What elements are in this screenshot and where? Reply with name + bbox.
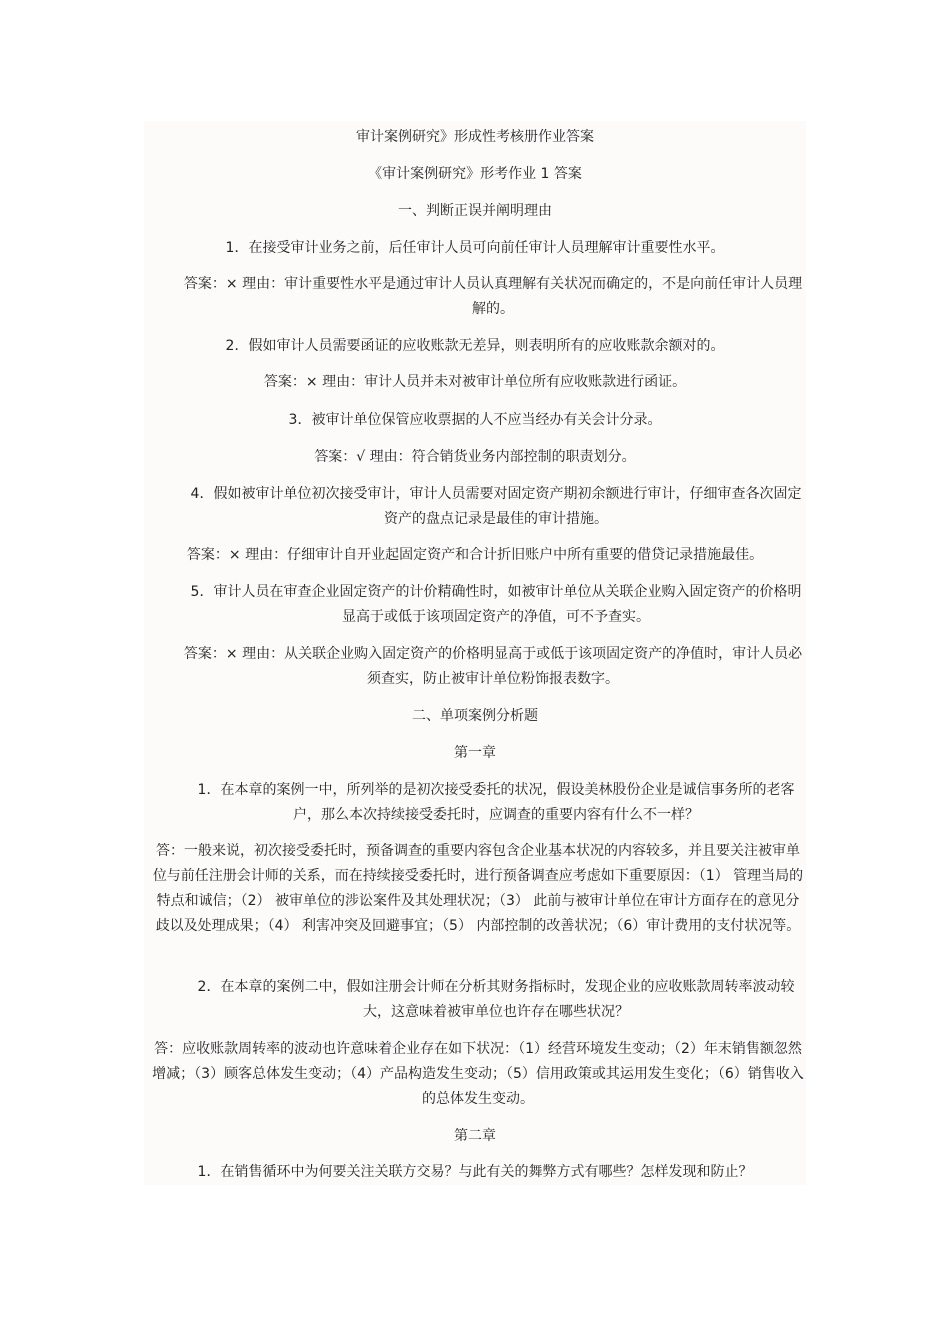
assignment-subtitle: 《审计案例研究》形考作业 1 答案 xyxy=(368,166,582,182)
chapter-2-question-1: 1．在销售循环中为何要关注关联方交易？与此有关的舞弊方式有哪些？怎样发现和防止？ xyxy=(197,1164,753,1180)
answer-4: 答案：× 理由：仔细审计自开业起固定资产和合计折旧账户中所有重要的借贷记录措施最佳。 xyxy=(186,547,764,563)
chapter-1-question-2: 2．在本章的案例二中，假如注册会计师在分析其财务指标时，发现企业的应收账款周转率波动较大，这意味着被审单位也许存在哪些状况？ xyxy=(197,979,795,1020)
answer-5: 答案：× 理由：从关联企业购入固定资产的价格明显高于或低于该项固定资产的净值时，审计人员必须查实，防止被审计单位粉饰报表数字。 xyxy=(183,646,803,687)
section-heading-judgement: 一、判断正误并阐明理由 xyxy=(398,203,552,219)
chapter-2-heading: 第二章 xyxy=(454,1128,496,1144)
answer-1: 答案：× 理由：审计重要性水平是通过审计人员认真理解有关状况而确定的，不是向前任审计人员理解的。 xyxy=(183,276,803,317)
question-3: 3．被审计单位保管应收票据的人不应当经办有关会计分录。 xyxy=(288,412,662,428)
chapter-1-answer-2: 答：应收账款周转率的波动也许意味着企业存在如下状况：（1）经营环境发生变动；（2）年末销售额忽然增减；（3）顾客总体发生变动；（4）产品构造发生变动；（5）信用政策或其运用发生变化；（6）销售收入的总体发生变动。 xyxy=(152,1041,804,1107)
chapter-1-question-1: 1．在本章的案例一中，所列举的是初次接受委托的状况，假设美林股份企业是诚信事务所的老客户，那么本次持续接受委托时，应调查的重要内容有什么不一样？ xyxy=(197,782,795,823)
document-title: 审计案例研究》形成性考核册作业答案 xyxy=(356,129,594,145)
question-1: 1．在接受审计业务之前，后任审计人员可向前任审计人员理解审计重要性水平。 xyxy=(225,240,725,256)
question-2: 2．假如审计人员需要函证的应收账款无差异，则表明所有的应收账款余额对的。 xyxy=(225,338,725,354)
chapter-1-answer-1: 答：一般来说，初次接受委托时，预备调查的重要内容包含企业基本状况的内容较多，并且要关注被审单位与前任注册会计师的关系，而在持续接受委托时，进行预备调查应考虑如下重要原因：（1） 管理当局的特点和诚信；（2） 被审单位的涉讼案件及其处理状况；（3） 此前与被审计单位在审计方面存在的意见分歧以及处理成果；（4） 利害冲突及回避事宜；（5） 内部控制的改善状况；（6）审计费用的支付状况等。 xyxy=(152,843,804,934)
chapter-1-heading: 第一章 xyxy=(454,745,496,761)
answer-2: 答案：× 理由：审计人员并未对被审计单位所有应收账款进行函证。 xyxy=(263,374,687,390)
answer-3: 答案：√ 理由：符合销货业务内部控制的职责划分。 xyxy=(314,449,636,465)
section-heading-case-analysis: 二、单项案例分析题 xyxy=(412,708,538,724)
question-5: 5．审计人员在审查企业固定资产的计价精确性时，如被审计单位从关联企业购入固定资产的价格明显高于或低于该项固定资产的净值，可不予查实。 xyxy=(190,584,802,625)
question-4: 4．假如被审计单位初次接受审计，审计人员需要对固定资产期初余额进行审计，仔细审查各次固定资产的盘点记录是最佳的审计措施。 xyxy=(190,486,802,527)
